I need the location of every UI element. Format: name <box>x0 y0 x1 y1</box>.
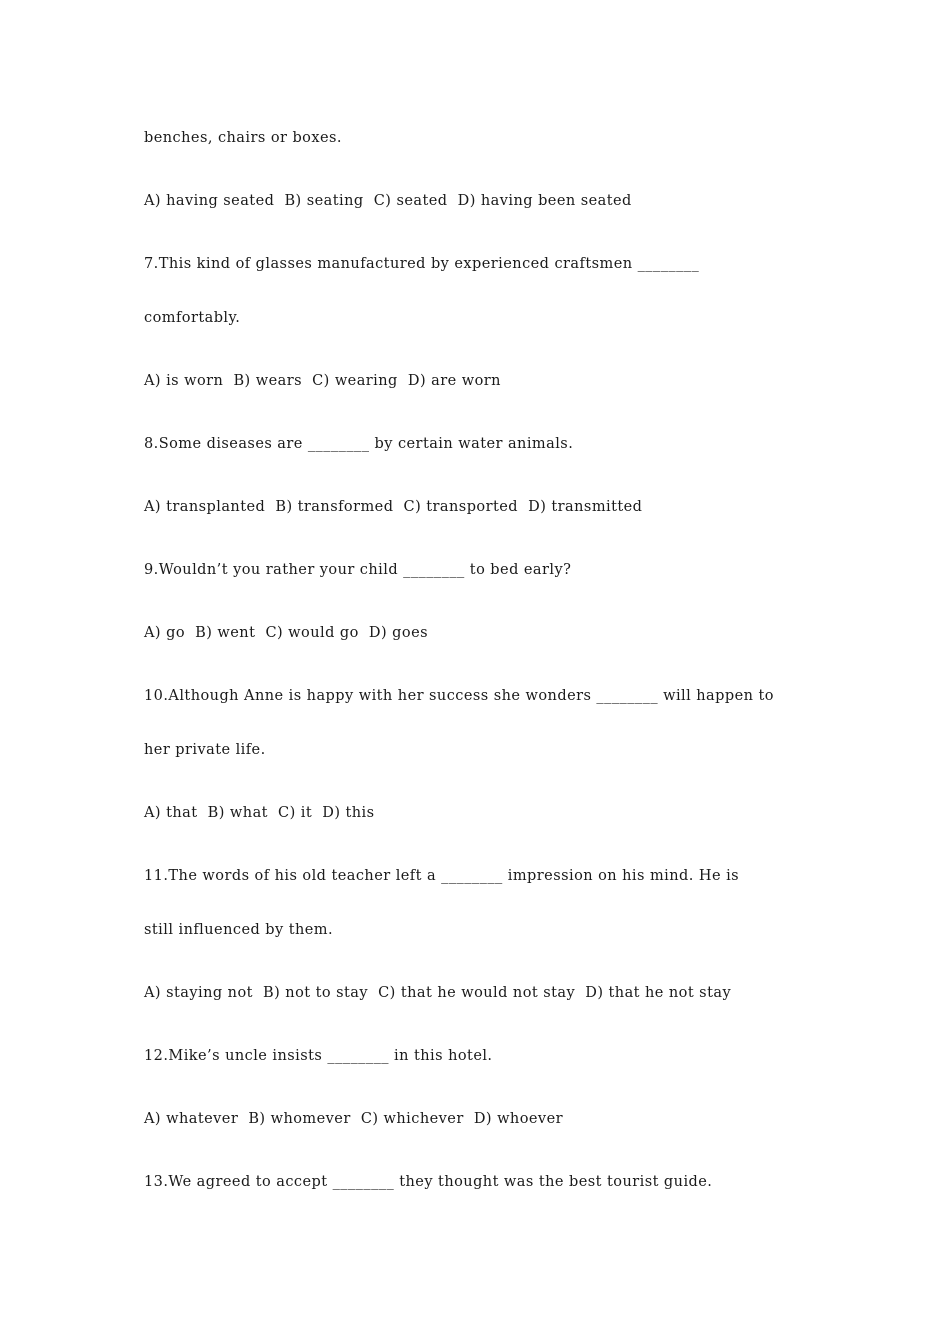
question-13: 13.We agreed to accept ________ they thought was the best tourist guide. <box>144 1174 713 1190</box>
question-8: 8.Some diseases are ________ by certain water animals. <box>144 436 574 452</box>
options-q11: A) staying not B) not to stay C) that he would not stay D) that he not stay <box>144 985 732 1001</box>
question-10-cont: her private life. <box>144 742 266 758</box>
question-10: 10.Although Anne is happy with her success she wonders ________ will happen to <box>144 688 774 704</box>
question-7: 7.This kind of glasses manufactured by experienced craftsmen ________ <box>144 256 700 272</box>
text-line-continuation: benches, chairs or boxes. <box>144 130 342 146</box>
options-q9: A) go B) went C) would go D) goes <box>144 625 428 641</box>
options-q10: A) that B) what C) it D) this <box>144 805 375 821</box>
question-7-cont: comfortably. <box>144 310 241 326</box>
question-11: 11.The words of his old teacher left a ________ impression on his mind. He is <box>144 868 740 884</box>
options-q12: A) whatever B) whomever C) whichever D) whoever <box>144 1111 563 1127</box>
options-q6: A) having seated B) seating C) seated D) having been seated <box>144 193 632 209</box>
question-12: 12.Mike’s uncle insists ________ in this hotel. <box>144 1048 493 1064</box>
question-9: 9.Wouldn’t you rather your child ________ to bed early? <box>144 562 572 578</box>
options-q8: A) transplanted B) transformed C) transported D) transmitted <box>144 499 643 515</box>
question-11-cont: still influenced by them. <box>144 922 334 938</box>
options-q7: A) is worn B) wears C) wearing D) are worn <box>144 373 501 389</box>
